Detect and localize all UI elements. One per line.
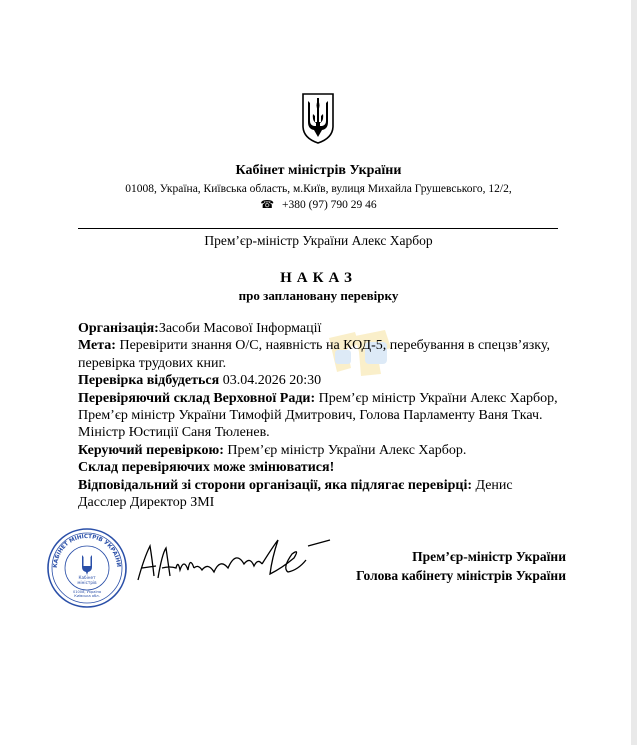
svg-text:01008, Україна: 01008, Україна <box>72 590 102 594</box>
official-stamp <box>46 527 128 609</box>
head-label: Керуючий перевіркою: <box>78 442 224 458</box>
date-label: Перевірка відбудеться <box>78 373 220 389</box>
commission-value: Прем’єр міністр України Алекс Харбор, Прем’єр міністр України Тимофій Дмитрович, Голова Парламенту Ваня Ткач. Міністр Юстиції Саня Тюленев. <box>78 390 558 441</box>
goal-row <box>78 337 558 372</box>
order-subtitle: про заплановану перевірку <box>238 288 399 303</box>
note-row <box>78 459 558 476</box>
organization-address: 01008, Україна, Київська область, м.Київ, вулиця Михайла Грушевського, 12/2, <box>125 183 512 195</box>
signature-title-2: Голова кабінету міністрів України <box>356 567 566 583</box>
goal-label: Мета: <box>78 338 116 354</box>
trident-emblem-icon <box>300 92 336 144</box>
commission-label: Перевіряючий склад Верховної Ради: <box>78 390 316 406</box>
phone-number: +380 (97) 790 29 46 <box>282 199 377 211</box>
phone-icon: ☎ <box>260 199 275 211</box>
svg-text:Кабінет: Кабінет <box>78 575 96 580</box>
note-text: Склад перевіряючих може змінюватися! <box>78 460 335 476</box>
commission-row <box>78 390 558 442</box>
organization-label: Організація: <box>78 321 159 336</box>
signature-title-1: Прем’єр-міністр України <box>412 549 566 564</box>
responsible-label: Відповідальний зі сторони організації, яка підлягає перевірці: <box>78 477 472 493</box>
header-divider <box>78 228 558 229</box>
handwritten-signature <box>132 528 337 590</box>
svg-text:Київська обл.: Київська обл. <box>74 594 100 598</box>
date-row <box>78 372 558 389</box>
signature-block <box>326 548 566 585</box>
page-scroll-edge <box>631 0 637 745</box>
official-line: Прем’єр-міністр України Алекс Харбор <box>204 233 433 248</box>
order-title: НАКАЗ <box>280 270 357 286</box>
svg-text:КАБІНЕТ МІНІСТРІВ УКРАЇНИ: КАБІНЕТ МІНІСТРІВ УКРАЇНИ <box>52 533 122 569</box>
organization-row <box>78 320 558 337</box>
date-value: 03.04.2026 20:30 <box>219 373 322 389</box>
order-body <box>78 320 558 511</box>
phone-line <box>0 198 637 211</box>
head-value: Прем’єр міністр України Алекс Харбор. <box>223 442 467 458</box>
responsible-value: Денис Дасслер Директор ЗМІ <box>78 477 513 511</box>
organization-value: Засоби Масової Інформації <box>158 321 322 336</box>
organization-title: Кабінет міністрів України <box>235 163 402 178</box>
goal-value: Перевірити знання О/С, наявність на КОД-5, перебування в спецзв’язку, перевірка трудових книг. <box>78 338 551 371</box>
head-row <box>78 442 558 459</box>
responsible-row <box>78 477 558 512</box>
svg-text:міністрів: міністрів <box>77 580 97 585</box>
